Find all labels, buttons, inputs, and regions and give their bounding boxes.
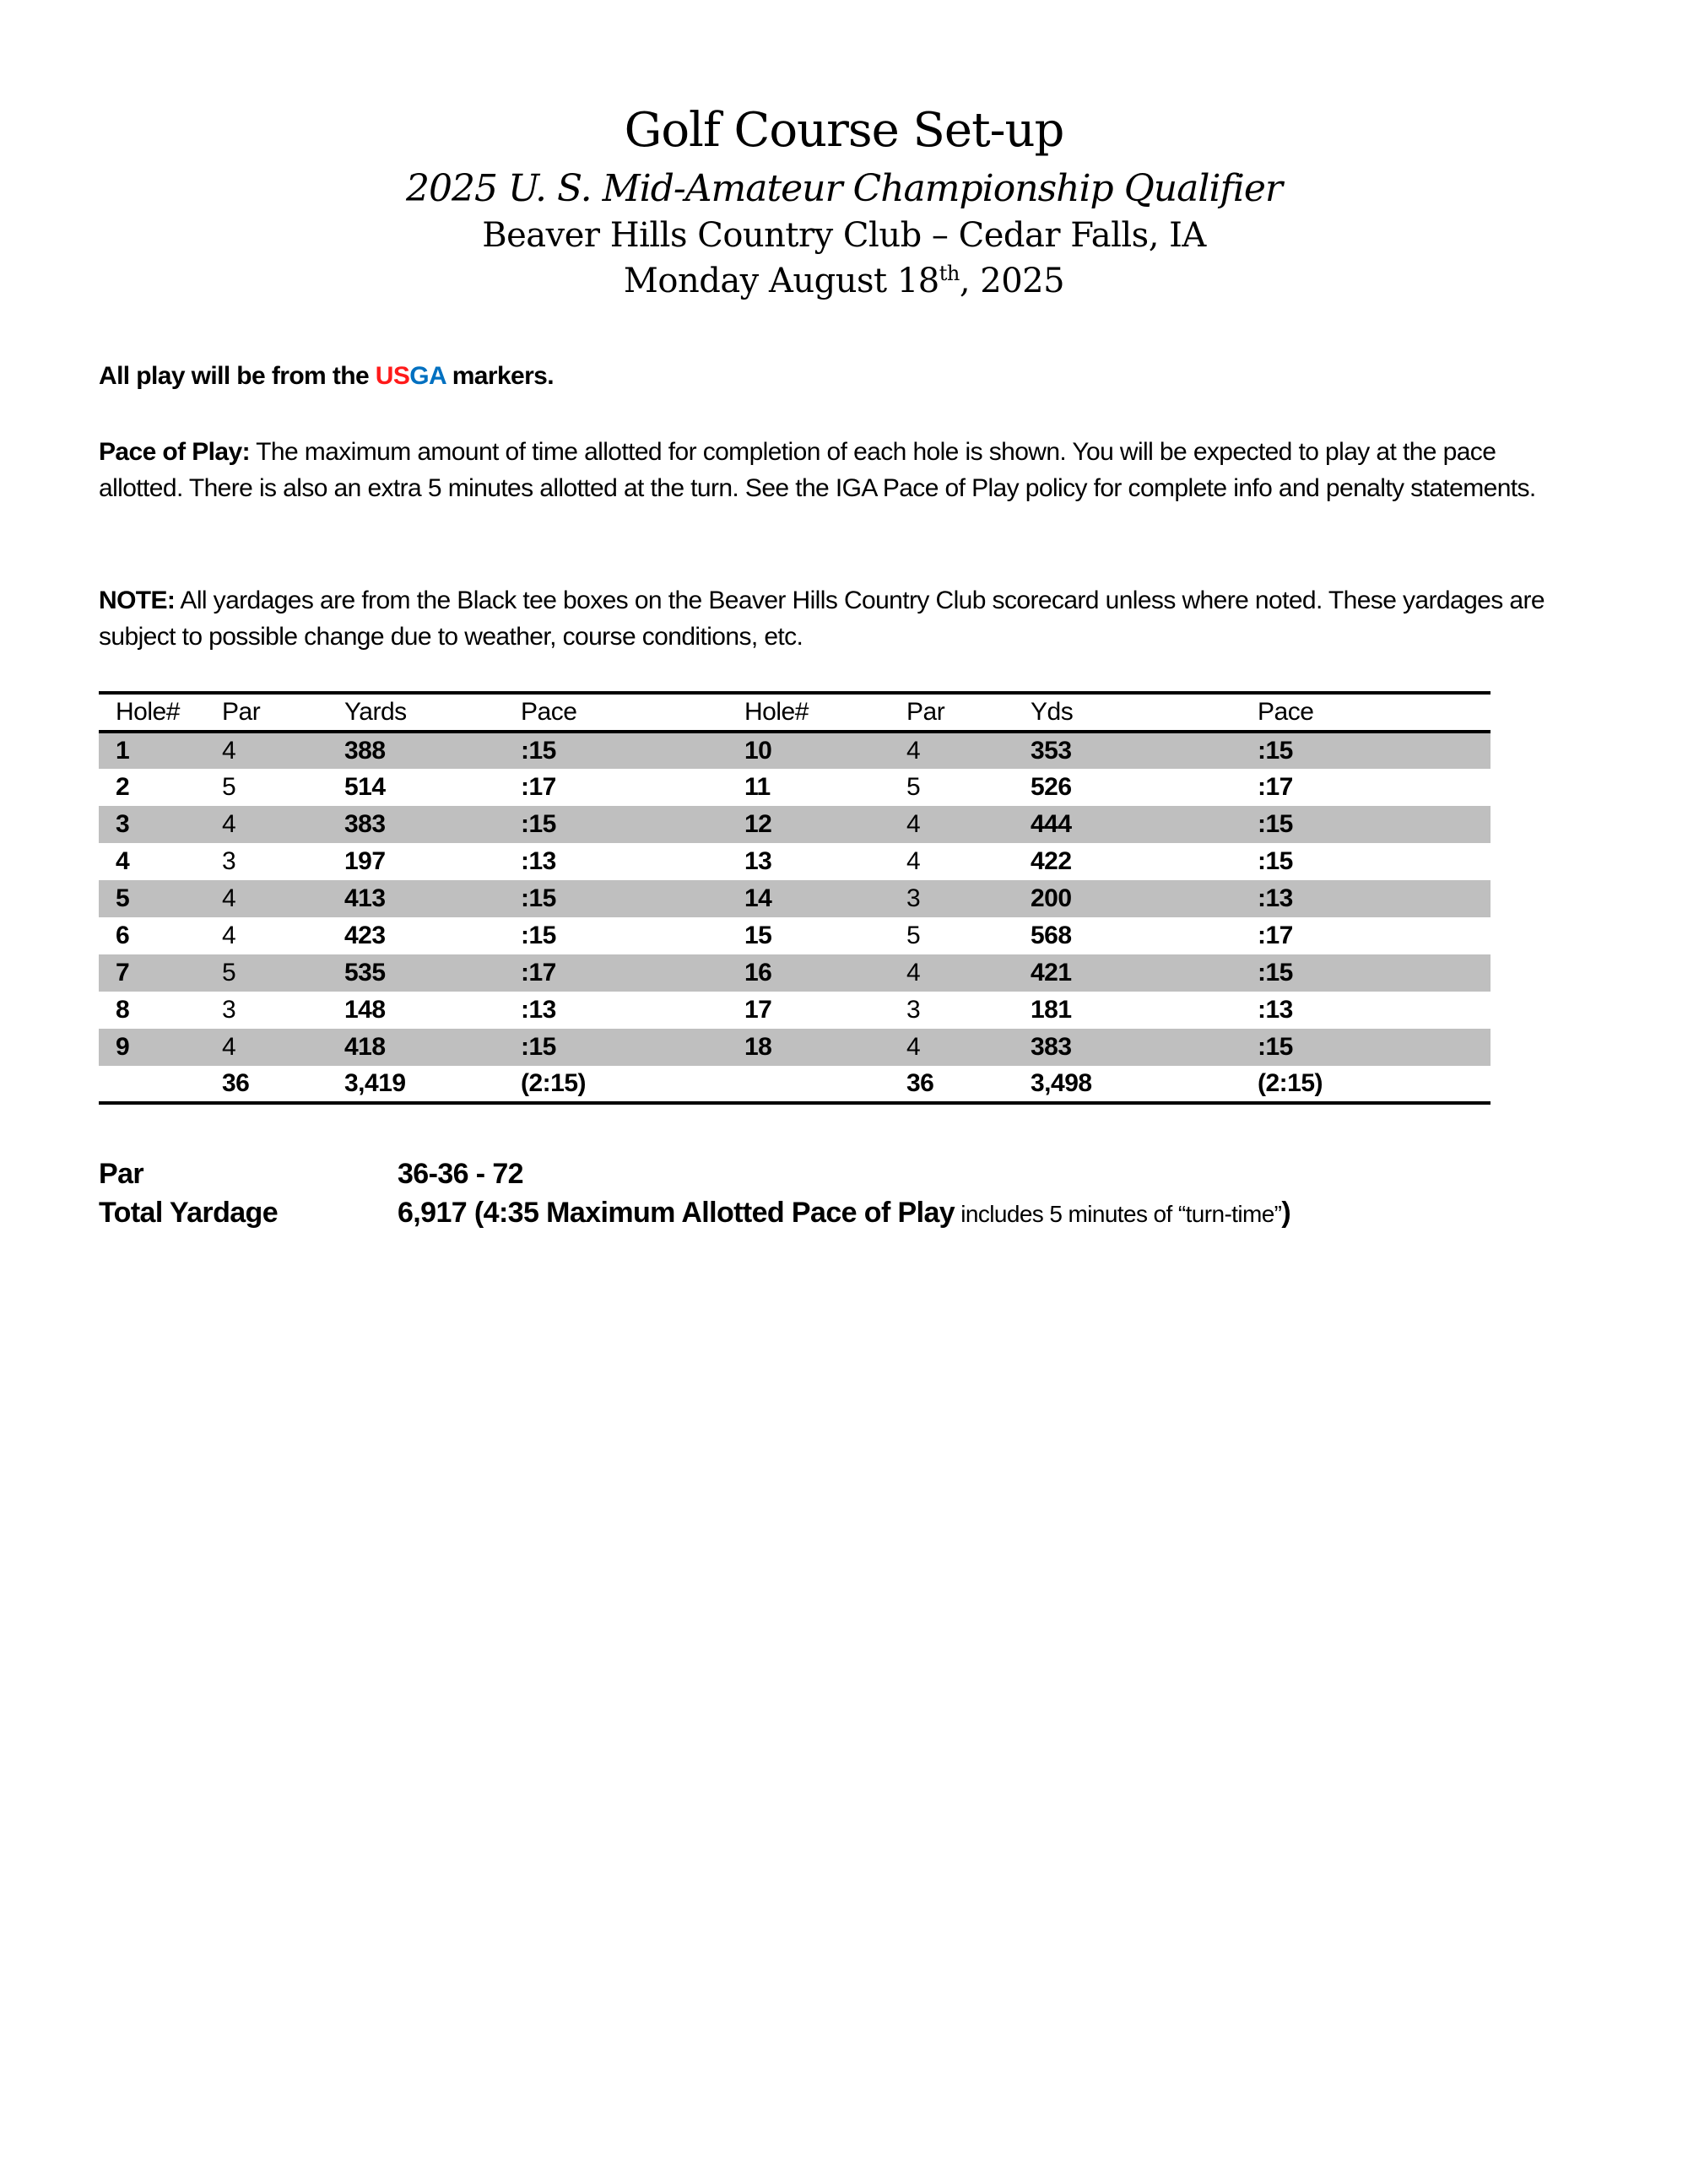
hole-table xyxy=(99,691,1491,1105)
hole-yards: 418 xyxy=(344,1029,521,1066)
hole-par: 4 xyxy=(222,806,344,843)
hole-par: 5 xyxy=(222,954,344,992)
event-date xyxy=(0,262,1688,300)
totals-blank xyxy=(99,1066,222,1103)
back-par-total: 36 xyxy=(906,1066,1031,1103)
back-yards-total: 3,498 xyxy=(1031,1066,1258,1103)
hole-yards: 421 xyxy=(1031,954,1258,992)
date-text: Monday August 18 xyxy=(623,262,939,300)
hole-number: 6 xyxy=(116,922,130,949)
table-row xyxy=(99,880,1491,917)
hole-pace: :13 xyxy=(521,847,556,875)
table-row xyxy=(99,732,1491,769)
summary-yardage-row xyxy=(99,1197,1290,1230)
hole-yards: 535 xyxy=(344,954,521,992)
summary-yardage-value: 6,917 (4:35 Maximum Allotted Pace of Play xyxy=(398,1197,955,1229)
hole-pace: :17 xyxy=(521,773,556,801)
header-yards-front: Yards xyxy=(344,693,521,732)
hole-par: 3 xyxy=(222,847,236,875)
hole-number: 3 xyxy=(99,806,222,843)
page-title: Golf Course Set-up xyxy=(624,103,1064,158)
hole-yards: 197 xyxy=(344,847,386,875)
table-row xyxy=(99,992,1491,1029)
header-hole-front: Hole# xyxy=(99,693,222,732)
hole-pace: :17 xyxy=(1258,922,1293,949)
hole-number: 17 xyxy=(744,996,772,1024)
hole-par: 4 xyxy=(222,880,344,917)
table-row xyxy=(99,917,1491,954)
table-row xyxy=(99,843,1491,880)
hole-number: 16 xyxy=(744,954,906,992)
hole-number: 7 xyxy=(99,954,222,992)
usga-us-text: US xyxy=(375,362,410,390)
note-text: All yardages are from the Black tee boxes on the Beaver Hills Country Club scorecard unless where noted. These yardages are subject to possible change due to weather, course conditions, etc. xyxy=(99,587,1545,651)
hole-par: 3 xyxy=(906,996,921,1024)
markers-suffix: markers. xyxy=(445,362,555,390)
hole-yards: 181 xyxy=(1031,996,1072,1024)
hole-pace: :15 xyxy=(1258,1029,1491,1066)
pace-of-play-label: Pace of Play: xyxy=(99,438,250,466)
totals-row xyxy=(99,1066,1491,1103)
table-row xyxy=(99,1029,1491,1066)
date-year: , 2025 xyxy=(959,262,1065,300)
hole-pace: :15 xyxy=(521,732,744,769)
hole-par: 4 xyxy=(906,806,1031,843)
usga-ga-text: GA xyxy=(409,362,446,390)
hole-yards: 353 xyxy=(1031,732,1258,769)
hole-yards: 514 xyxy=(344,773,386,801)
summary-yardage-label: Total Yardage xyxy=(99,1197,279,1229)
hole-par: 5 xyxy=(906,773,921,801)
table-row xyxy=(99,806,1491,843)
hole-number: 5 xyxy=(99,880,222,917)
table-header-row xyxy=(99,693,1491,732)
hole-number: 10 xyxy=(744,732,906,769)
header-hole-back: Hole# xyxy=(744,693,906,732)
table-row xyxy=(99,954,1491,992)
hole-yards: 200 xyxy=(1031,880,1258,917)
hole-pace: :15 xyxy=(1258,806,1491,843)
front-par-total: 36 xyxy=(222,1066,344,1103)
note-paragraph xyxy=(99,582,1584,655)
hole-yards: 383 xyxy=(344,806,521,843)
hole-yards: 413 xyxy=(344,880,521,917)
front-pace-total: (2:15) xyxy=(521,1066,744,1103)
hole-number: 18 xyxy=(744,1029,906,1066)
hole-number: 13 xyxy=(744,847,772,875)
hole-par: 4 xyxy=(906,1029,1031,1066)
summary-par-value: 36-36 - 72 xyxy=(398,1158,523,1190)
hole-par: 4 xyxy=(222,732,344,769)
markers-statement xyxy=(99,358,1584,394)
hole-yards: 383 xyxy=(1031,1029,1258,1066)
hole-par: 3 xyxy=(222,996,236,1024)
hole-pace: :13 xyxy=(1258,996,1293,1024)
hole-number: 12 xyxy=(744,806,906,843)
hole-number: 8 xyxy=(116,996,130,1024)
pace-of-play-text: The maximum amount of time allotted for completion of each hole is shown. You will be expected to play at the pace allotted. There is also an extra 5 minutes allotted at the turn. See the IGA Pace of Play policy for complete info and penalty statements. xyxy=(99,438,1536,502)
hole-number: 2 xyxy=(116,773,130,801)
hole-number: 15 xyxy=(744,922,772,949)
hole-yards: 444 xyxy=(1031,806,1258,843)
hole-number: 11 xyxy=(744,773,771,801)
hole-pace: :15 xyxy=(521,1029,744,1066)
summary-par-label: Par xyxy=(99,1158,144,1190)
hole-number: 9 xyxy=(99,1029,222,1066)
hole-yards: 422 xyxy=(1031,847,1072,875)
hole-par: 4 xyxy=(906,954,1031,992)
hole-table-grid xyxy=(99,691,1491,1105)
event-subtitle: 2025 U. S. Mid-Amateur Championship Qualifier xyxy=(406,167,1282,210)
table-row xyxy=(99,769,1491,806)
hole-par: 4 xyxy=(222,1029,344,1066)
hole-yards: 388 xyxy=(344,732,521,769)
hole-number: 4 xyxy=(116,847,130,875)
header-pace-front: Pace xyxy=(521,693,744,732)
note-label: NOTE: xyxy=(99,587,176,614)
markers-prefix: All play will be from the xyxy=(99,362,376,390)
summary-par-row xyxy=(99,1158,523,1191)
date-ordinal: th xyxy=(939,262,960,285)
hole-yards: 148 xyxy=(344,996,386,1024)
header-yards-back: Yds xyxy=(1031,693,1258,732)
totals-blank xyxy=(744,1066,906,1103)
hole-par: 4 xyxy=(906,732,1031,769)
hole-par: 5 xyxy=(222,773,236,801)
hole-pace: :17 xyxy=(521,954,744,992)
hole-pace: :15 xyxy=(521,806,744,843)
header-par-back: Par xyxy=(906,693,1031,732)
hole-par: 5 xyxy=(906,922,921,949)
club-location: Beaver Hills Country Club – Cedar Falls, IA xyxy=(482,216,1206,255)
pace-of-play-paragraph xyxy=(99,434,1584,506)
hole-pace: :13 xyxy=(521,996,556,1024)
hole-par: 4 xyxy=(222,922,236,949)
hole-yards: 526 xyxy=(1031,773,1072,801)
hole-pace: :15 xyxy=(1258,732,1491,769)
hole-pace: :15 xyxy=(1258,954,1491,992)
hole-pace: :15 xyxy=(521,922,556,949)
hole-yards: 423 xyxy=(344,922,386,949)
back-pace-total: (2:15) xyxy=(1258,1066,1491,1103)
hole-yards: 568 xyxy=(1031,922,1072,949)
header-par-front: Par xyxy=(222,693,344,732)
hole-par: 4 xyxy=(906,847,921,875)
hole-pace: :15 xyxy=(521,880,744,917)
front-yards-total: 3,419 xyxy=(344,1066,521,1103)
hole-pace: :13 xyxy=(1258,880,1491,917)
summary-yardage-close: ) xyxy=(1281,1197,1291,1229)
hole-number: 14 xyxy=(744,880,906,917)
hole-pace: :15 xyxy=(1258,847,1293,875)
hole-par: 3 xyxy=(906,880,1031,917)
summary-yardage-note: includes 5 minutes of “turn-time” xyxy=(955,1201,1282,1227)
header-pace-back: Pace xyxy=(1258,693,1491,732)
hole-pace: :17 xyxy=(1258,773,1293,801)
hole-number: 1 xyxy=(99,732,222,769)
